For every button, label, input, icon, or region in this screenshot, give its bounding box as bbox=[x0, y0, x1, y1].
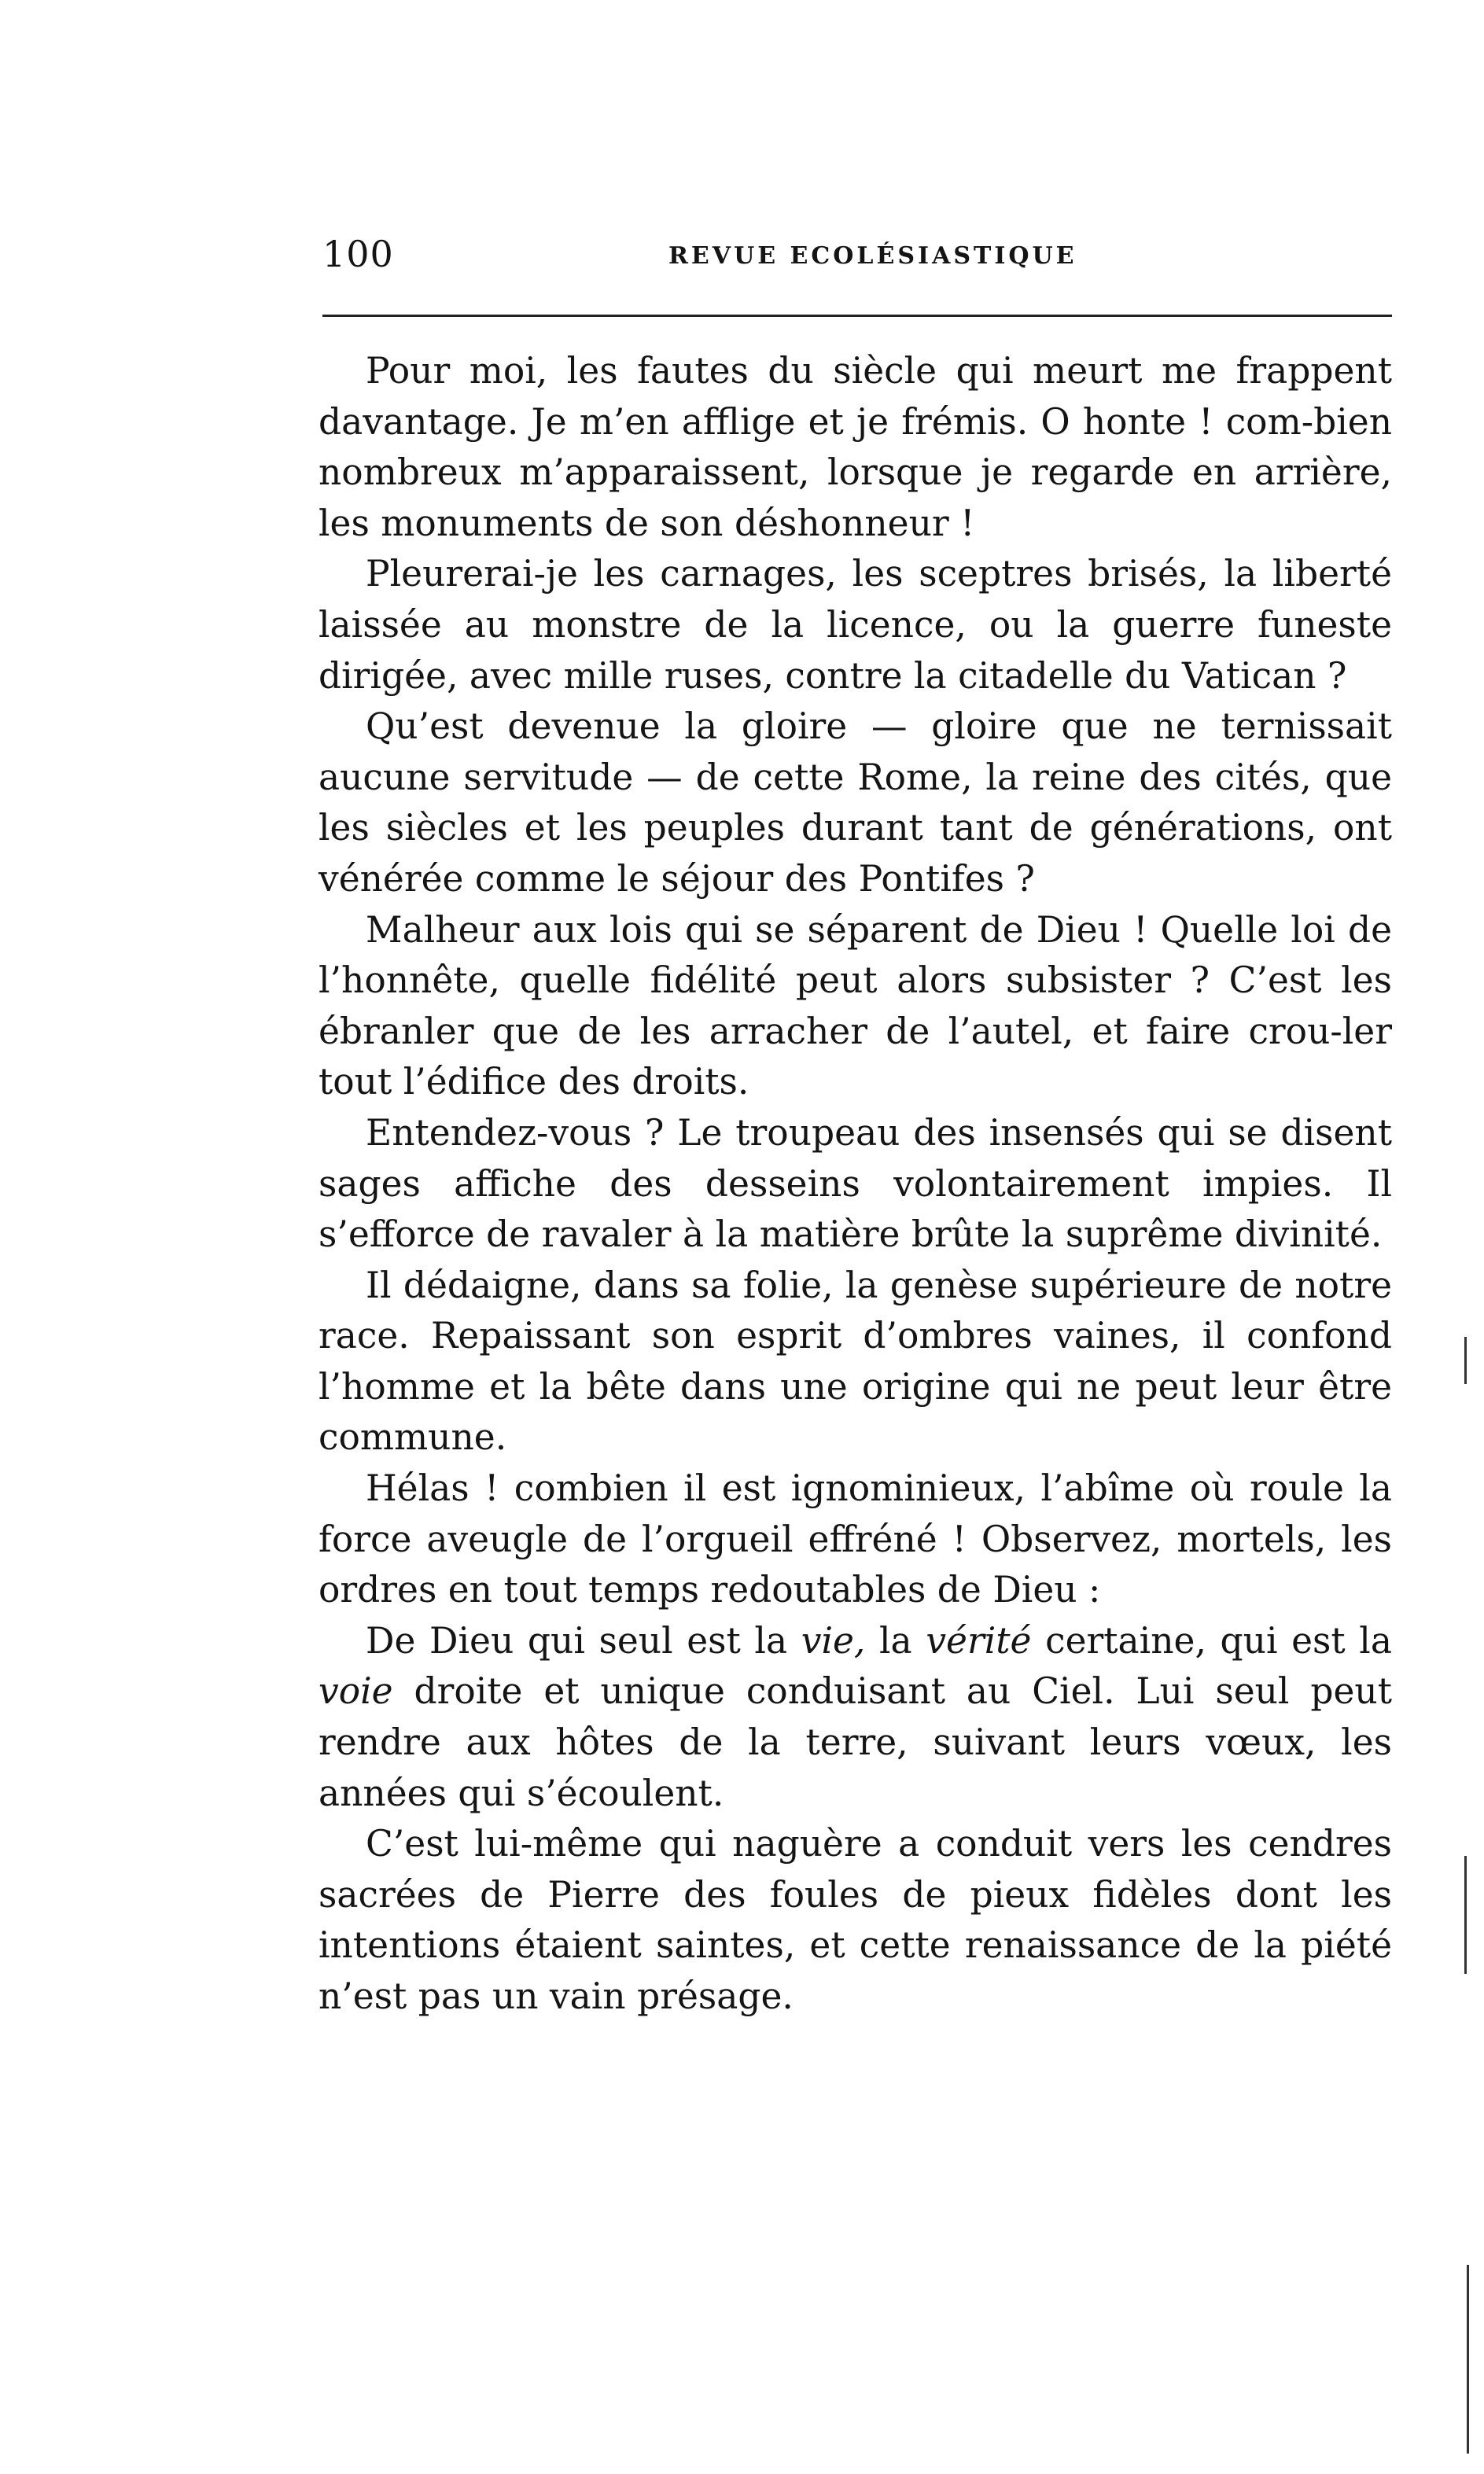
page-header bbox=[322, 233, 1392, 280]
paragraph-with-italics bbox=[319, 1616, 1392, 1819]
scan-margin-mark bbox=[1464, 1337, 1467, 1384]
paragraph: Entendez-vous ? Le troupeau des insensés qui se disent sages affiche des desseins volontairement impies. Il s’efforce de ravaler à la matière brûte la suprême divinité. bbox=[319, 1111, 1392, 1256]
paragraph: Hélas ! combien il est ignominieux, l’abîme où roule la force aveugle de l’orgueil effréné ! Observez, mortels, les ordres en tout temps redoutables de Dieu : bbox=[319, 1467, 1392, 1611]
scan-margin-mark bbox=[1464, 1856, 1467, 1974]
paragraph: Pour moi, les fautes du siècle qui meurt me frappent davantage. Je m’en afflige et je frémis. O honte ! com-bien nombreux m’apparaissent, lorsque je regarde en arrière, les monuments de son déshonneur ! bbox=[319, 350, 1392, 544]
italic-segment: vie, bbox=[801, 1619, 866, 1662]
body-text bbox=[319, 346, 1392, 2023]
text-segment: droite et unique conduisant au Ciel. Lui seul peut rendre aux hôtes de la terre, suivant leurs vœux, les années qui s’écoulent. bbox=[319, 1670, 1392, 1814]
text-segment: De Dieu qui seul est la bbox=[366, 1619, 801, 1662]
text-segment: la bbox=[865, 1619, 926, 1662]
paragraph: C’est lui-même qui naguère a conduit vers les cendres sacrées de Pierre des foules de pieux fidèles dont les intentions étaient saintes, et cette renaissance de la piété n’est pas un vain présage. bbox=[319, 1823, 1392, 2017]
text-segment: certaine, qui est la bbox=[1031, 1619, 1392, 1662]
scan-margin-mark bbox=[1467, 2265, 1469, 2454]
paragraph: Malheur aux lois qui se séparent de Dieu ! Quelle loi de l’honnête, quelle fidélité peut alors subsister ? C’est les ébranler que de les arracher de l’autel, et faire crou-ler tout l’édifice des droits. bbox=[319, 908, 1392, 1103]
page-number: 100 bbox=[322, 233, 394, 275]
running-title: REVUE ECOLÉSIASTIQUE bbox=[668, 242, 1077, 270]
paragraph: Qu’est devenue la gloire — gloire que ne ternissait aucune servitude — de cette Rome, la reine des cités, que les siècles et les peuples durant tant de générations, ont vénérée comme le séjour des Pontifes ? bbox=[319, 705, 1392, 900]
header-rule bbox=[322, 315, 1392, 317]
italic-segment: voie bbox=[319, 1670, 393, 1713]
paragraph: Pleurerai-je les carnages, les sceptres brisés, la liberté laissée au monstre de la licence, ou la guerre funeste dirigée, avec mille ruses, contre la citadelle du Vatican ? bbox=[319, 553, 1392, 697]
italic-segment: vérité bbox=[926, 1619, 1032, 1662]
paragraph: Il dédaigne, dans sa folie, la genèse supérieure de notre race. Repaissant son esprit d’ombres vaines, il confond l’homme et la bête dans une origine qui ne peut leur être commune. bbox=[319, 1264, 1392, 1459]
